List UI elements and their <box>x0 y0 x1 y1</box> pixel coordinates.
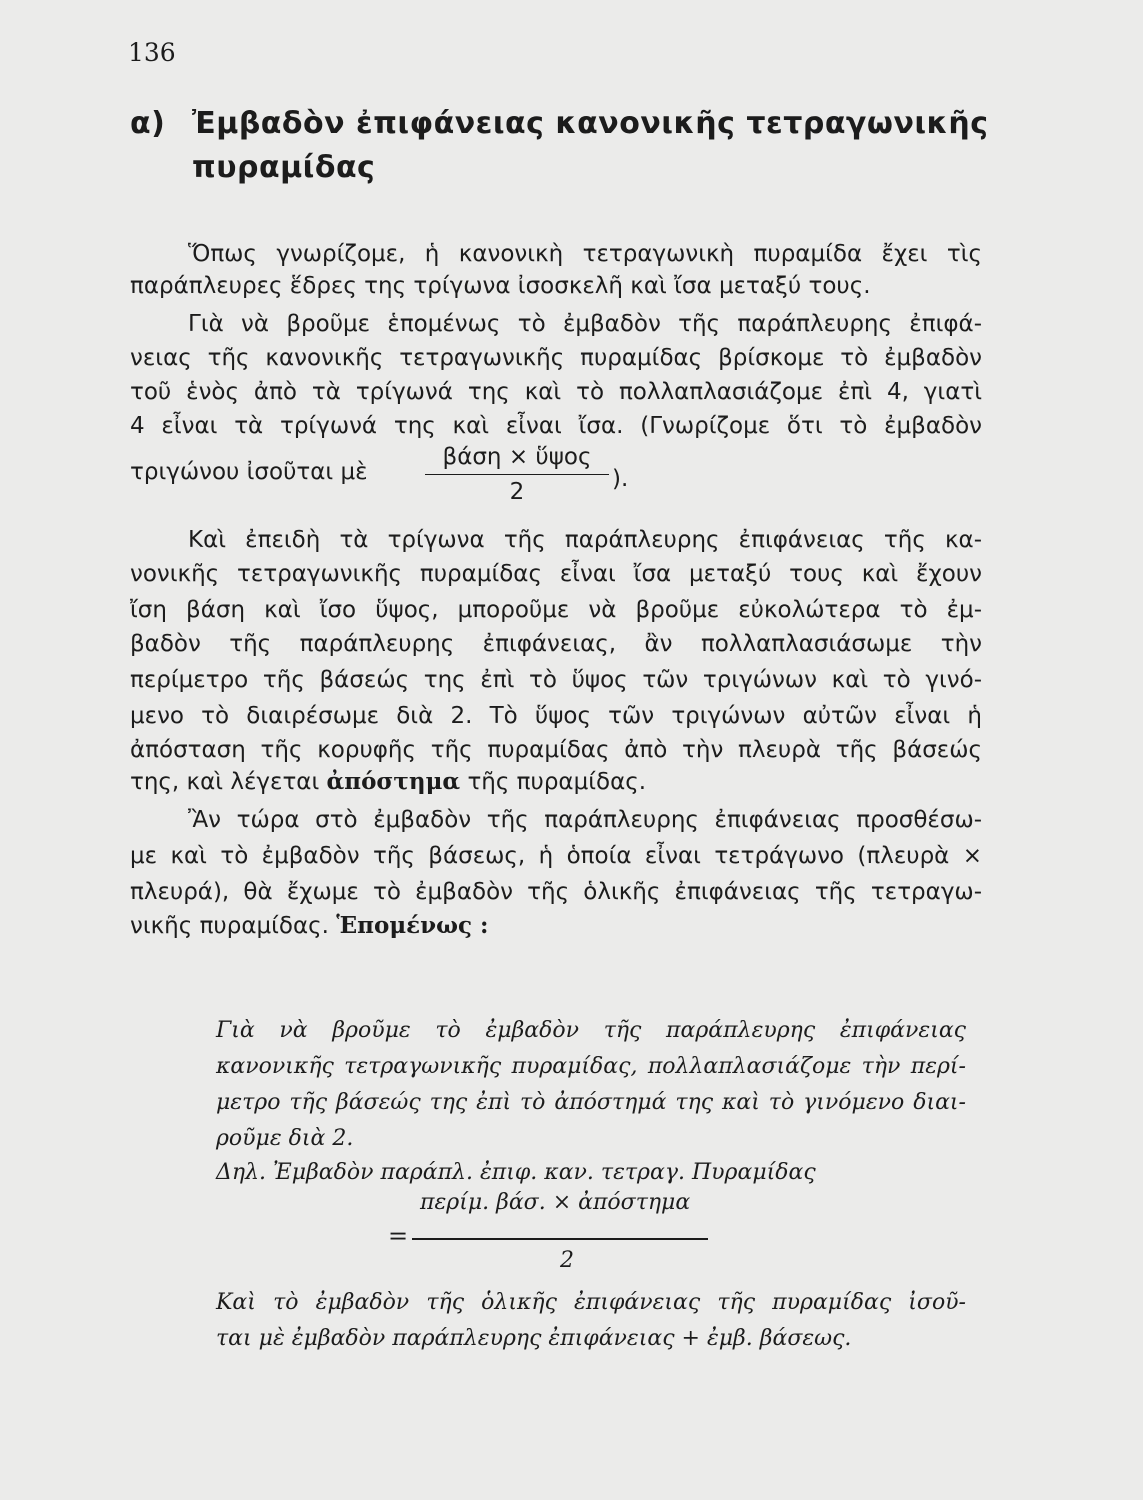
text-span: της, καὶ λέγεται <box>130 769 320 795</box>
paragraph-2-line: βαδὸν τῆς παράπλευρης ἐπιφάνειας, ἂν πολλαπλασιάσωμε τὴν <box>130 631 982 657</box>
paragraph-3-line: πλευρά), θὰ ἔχωμε τὸ ἐμβαδὸν τῆς ὁλικῆς ἐπιφάνειας τῆς τετραγω- <box>130 879 982 905</box>
rule-line: ροῦμε διὰ 2. <box>216 1126 354 1151</box>
rule-formula-numerator: περίμ. βάσ. × ἀπόστημα <box>420 1190 691 1215</box>
fraction-numerator: βάση × ὕψος <box>442 444 592 470</box>
paragraph-2-line: ἴση βάση καὶ ἴσο ὕψος, μποροῦμε νὰ βροῦμε εὐκολώτερα τὸ ἐμ- <box>130 597 982 623</box>
paragraph-1-line: παράπλευρες ἕδρες της τρίγωνα ἰσοσκελῆ καὶ ἴσα μεταξύ τους. <box>130 273 871 299</box>
paragraph-3-line: με καὶ τὸ ἐμβαδὸν τῆς βάσεως, ἡ ὁποία εἶναι τετράγωνο (πλευρὰ × <box>130 843 982 869</box>
page-number: 136 <box>128 38 176 67</box>
rule-line: κανονικῆς τετραγωνικῆς πυραμίδας, πολλαπλασιάζομε τὴν περί- <box>216 1054 966 1079</box>
rule-formula-bar <box>412 1238 708 1240</box>
paragraph-2-line: ἀπόσταση τῆς κορυφῆς τῆς πυραμίδας ἀπὸ τὴν πλευρὰ τῆς βάσεώς <box>130 737 982 763</box>
paragraph-1-line: 4 εἶναι τὰ τρίγωνά της καὶ εἶναι ἴσα. (Γνωρίζομε ὅτι τὸ ἐμβαδὸν <box>130 413 982 439</box>
fraction-bar <box>425 474 609 475</box>
rule-formula-equals: = <box>388 1222 409 1250</box>
paragraph-2-line: Καὶ ἐπειδὴ τὰ τρίγωνα τῆς παράπλευρης ἐπιφάνειας τῆς κα- <box>188 527 982 553</box>
paragraph-2-line: περίμετρο τῆς βάσεώς της ἐπὶ τὸ ὕψος τῶν τριγώνων καὶ τὸ γινό- <box>130 667 982 693</box>
triangle-formula-prefix: τριγώνου ἰσοῦται μὲ <box>130 459 368 485</box>
section-heading <box>130 102 1000 190</box>
paragraph-1-line: Γιὰ νὰ βροῦμε ἑπομένως τὸ ἐμβαδὸν τῆς παράπλευρης ἐπιφά- <box>188 311 982 337</box>
term-epomenos: Ἑπομένως : <box>336 912 489 939</box>
rule-line: Γιὰ νὰ βροῦμε τὸ ἐμβαδὸν τῆς παράπλευρης ἐπιφάνειας <box>216 1018 966 1043</box>
paragraph-1-line: τοῦ ἑνὸς ἀπὸ τὰ τρίγωνά της καὶ τὸ πολλαπλασιάζομε ἐπὶ 4, γιατὶ <box>130 379 982 405</box>
rule-formula-denominator: 2 <box>560 1248 574 1273</box>
paragraph-1-line: νειας τῆς κανονικῆς τετραγωνικῆς πυραμίδας βρίσκομε τὸ ἐμβαδὸν <box>130 345 982 371</box>
term-aposthma: ἀπόστημα <box>326 768 461 795</box>
rule-line: μετρο τῆς βάσεώς της ἐπὶ τὸ ἀπόστημά της καὶ τὸ γινόμενο διαι- <box>216 1090 966 1115</box>
text-span: τῆς πυραμίδας. <box>467 769 647 795</box>
triangle-area-fraction <box>425 442 609 506</box>
paragraph-2-line: νονικῆς τετραγωνικῆς πυραμίδας εἶναι ἴσα μεταξύ τους καὶ ἔχουν <box>130 561 982 587</box>
heading-line-2: πυραμίδας <box>192 150 376 185</box>
triangle-formula-suffix: ). <box>612 466 629 492</box>
paragraph-3-line: Ἂν τώρα στὸ ἐμβαδὸν τῆς παράπλευρης ἐπιφάνειας προσθέσω- <box>188 807 982 833</box>
paragraph-3-last-line <box>130 910 982 942</box>
closing-line: Καὶ τὸ ἐμβαδὸν τῆς ὁλικῆς ἐπιφάνειας τῆς πυραμίδας ἰσοῦ- <box>216 1290 966 1315</box>
paragraph-2-line: μενο τὸ διαιρέσωμε διὰ 2. Τὸ ὕψος τῶν τριγώνων αὐτῶν εἶναι ἡ <box>130 703 982 729</box>
paragraph-1-line: Ὅπως γνωρίζομε, ἡ κανονικὴ τετραγωνικὴ πυραμίδα ἔχει τὶς <box>188 241 982 267</box>
heading-marker: α) <box>130 106 166 141</box>
rule-line: Δηλ. Ἐμβαδὸν παράπλ. ἐπιφ. καν. τετραγ. Πυραμίδας <box>216 1160 816 1185</box>
heading-line-1: Ἐμβαδὸν ἐπιφάνειας κανονικῆς τετραγωνικῆς <box>192 106 989 141</box>
fraction-denominator: 2 <box>509 479 525 505</box>
text-span: νικῆς πυραμίδας. <box>130 913 329 939</box>
closing-line: ται μὲ ἐμβαδὸν παράπλευρης ἐπιφάνειας + ἐμβ. βάσεως. <box>216 1326 852 1351</box>
paragraph-2-last-line <box>130 766 982 798</box>
